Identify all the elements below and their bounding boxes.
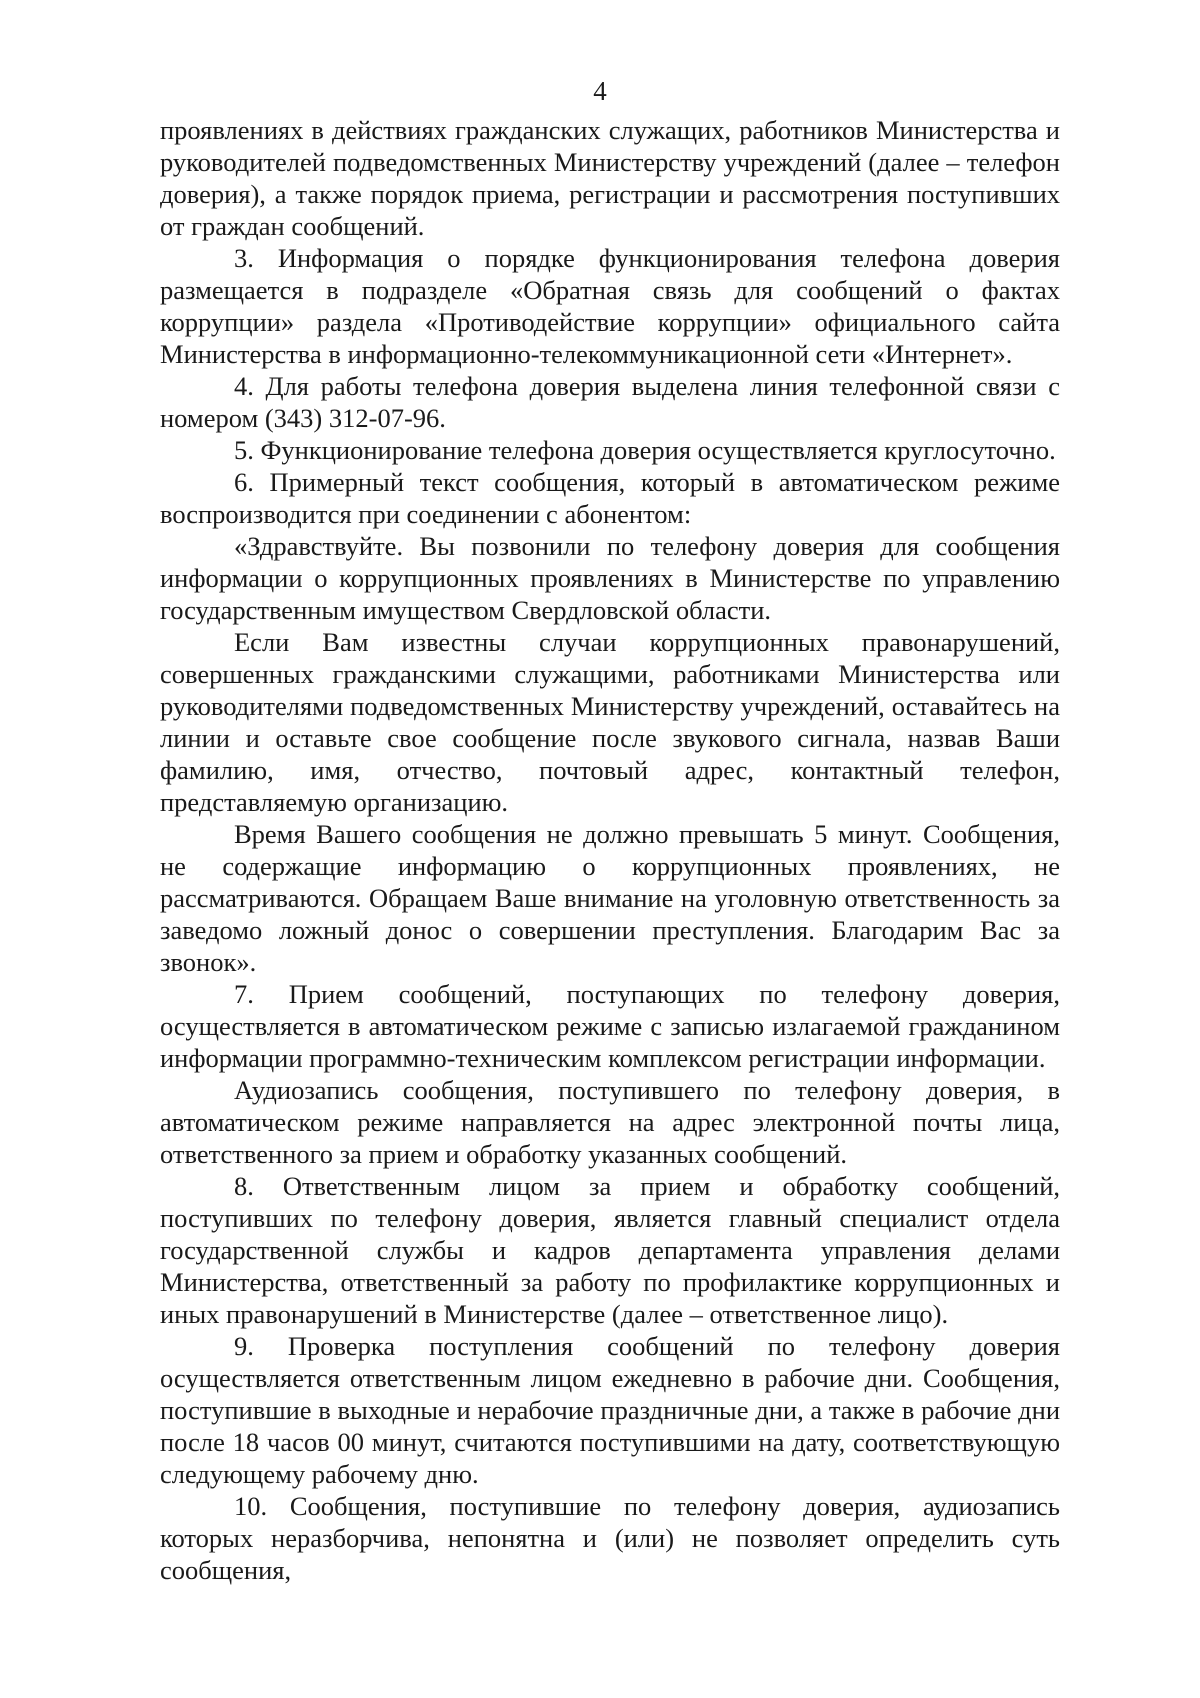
paragraph-item-3: 3. Информация о порядке функционирования телефона доверия размещается в подразделе «Обратная связь для сообщений о фактах коррупции» раздела «Противодействие коррупции» официального сайта Министерства в информационно-телекоммуникационной сети «Интернет». bbox=[160, 243, 1060, 369]
paragraph-quote-greeting: «Здравствуйте. Вы позвонили по телефону доверия для сообщения информации о коррупционных проявлениях в Министерстве по управлению государственным имуществом Свердловской области. bbox=[160, 531, 1060, 625]
document-body bbox=[160, 114, 1060, 1586]
paragraph-item-4: 4. Для работы телефона доверия выделена линия телефонной связи с номером (343) 312-07-96. bbox=[160, 371, 1060, 433]
paragraph-item-8: 8. Ответственным лицом за прием и обработку сообщений, поступивших по телефону доверия, является главный специалист отдела государственной службы и кадров департамента управления делами Министерства, ответственный за работу по профилактике коррупционных и иных правонарушений в Министерстве (далее – ответственное лицо). bbox=[160, 1171, 1060, 1329]
paragraph-item-5: 5. Функционирование телефона доверия осуществляется круглосуточно. bbox=[234, 435, 1056, 465]
paragraph-continuation: проявлениях в действиях гражданских служащих, работников Министерства и руководителей подведомственных Министерству учреждений (далее – телефон доверия), а также порядок приема, регистрации и рассмотрения поступивших от граждан сообщений. bbox=[160, 115, 1060, 241]
paragraph-quote-instructions: Если Вам известны случаи коррупционных правонарушений, совершенных гражданскими служащими, работниками Министерства или руководителями подведомственных Министерству учреждений, оставайтесь на линии и оставьте свое сообщение после звукового сигнала, назвав Ваши фамилию, имя, отчество, почтовый адрес, контактный телефон, представляемую организацию. bbox=[160, 627, 1060, 817]
paragraph-item-6: 6. Примерный текст сообщения, который в автоматическом режиме воспроизводится при соединении с абонентом: bbox=[160, 467, 1060, 529]
paragraph-item-10: 10. Сообщения, поступившие по телефону доверия, аудиозапись которых неразборчива, непонятна и (или) не позволяет определить суть сообщения, bbox=[160, 1491, 1060, 1585]
paragraph-item-7: 7. Прием сообщений, поступающих по телефону доверия, осуществляется в автоматическом режиме с записью излагаемой гражданином информации программно-техническим комплексом регистрации информации. bbox=[160, 979, 1060, 1073]
paragraph-item-7-audio: Аудиозапись сообщения, поступившего по телефону доверия, в автоматическом режиме направляется на адрес электронной почты лица, ответственного за прием и обработку указанных сообщений. bbox=[160, 1075, 1060, 1169]
paragraph-item-9: 9. Проверка поступления сообщений по телефону доверия осуществляется ответственным лицом ежедневно в рабочие дни. Сообщения, поступившие в выходные и нерабочие праздничные дни, а также в рабочие дни после 18 часов 00 минут, считаются поступившими на дату, соответствующую следующему рабочему дню. bbox=[160, 1331, 1060, 1489]
page-number: 4 bbox=[593, 76, 607, 106]
paragraph-quote-closing: Время Вашего сообщения не должно превышать 5 минут. Сообщения, не содержащие информацию о коррупционных проявлениях, не рассматриваются. Обращаем Ваше внимание на уголовную ответственность за заведомо ложный донос о совершении преступления. Благодарим Вас за звонок». bbox=[160, 819, 1060, 977]
